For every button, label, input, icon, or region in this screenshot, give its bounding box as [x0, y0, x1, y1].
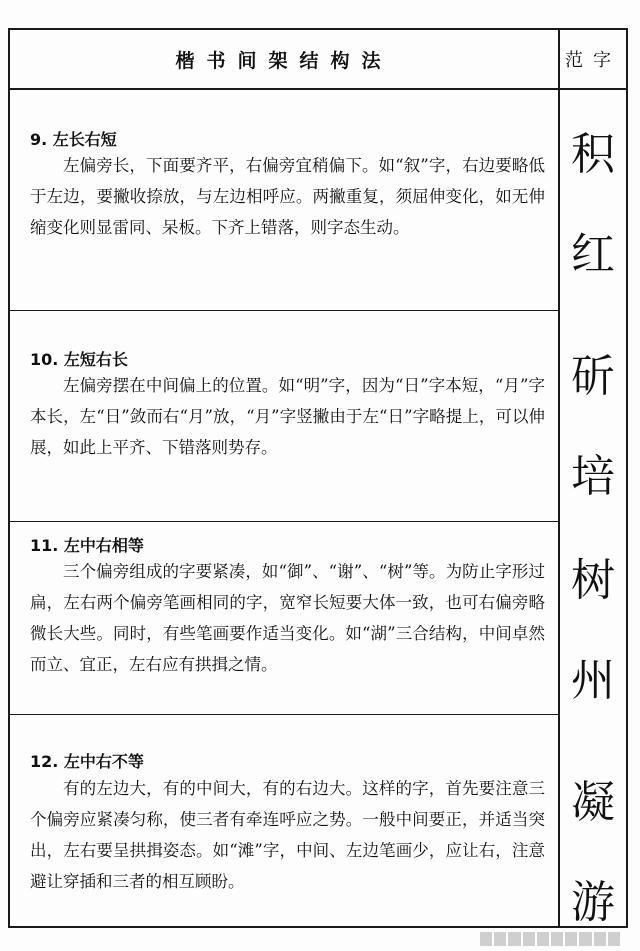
sample-character: 树	[571, 555, 615, 606]
section-body: 左偏旁长，下面要齐平，右偏旁宜稍偏下。如“叙”字，右边要略低于左边，要撇收捺放，与左边相呼应。两撇重复，须屈伸变化，如无伸缩变化则显雷同、呆板。下齐上错落，则字态生动。	[30, 156, 545, 237]
table-header	[10, 30, 626, 90]
section-body: 左偏旁摆在中间偏上的位置。如“明”字，因为“日”字本短，“月”字本长，左“日”敛而右“月”放，“月”字竖撇由于左“日”字略提上，可以伸展，如此上平齐、下错落则势存。	[30, 376, 545, 457]
section-title: 12. 左中右不等	[30, 752, 144, 771]
section-title: 11. 左中右相等	[30, 536, 144, 555]
section-title: 9. 左长右短	[30, 130, 117, 149]
watermark-bar	[480, 932, 620, 946]
section-divider	[10, 310, 558, 311]
sample-character: 斫	[571, 351, 615, 402]
section-body: 有的左边大，有的中间大，有的右边大。这样的字，首先要注意三个偏旁应紧凑匀称，使三者有牵连呼应之势。一般中间要正，并适当突出，左右要呈拱揖姿态。如“滩”字，中间、左边笔画少，应让右，注意避让穿插和三者的相互顾盼。	[30, 779, 545, 891]
sample-character: 培	[571, 451, 615, 502]
section-body: 三个偏旁组成的字要紧凑，如“御”、“谢”、“树”等。为防止字形过扁，左右两个偏旁笔画相同的字，宽窄长短要大体一致，也可右偏旁略微长大些。同时，有些笔画要作适当变化。如“湖”三合结构，中间卓然而立、宜正，左右应有拱揖之情。	[30, 562, 545, 674]
header-title: 楷书间架结构法	[175, 49, 393, 72]
section-divider	[10, 714, 558, 715]
sample-character: 红	[571, 229, 615, 280]
sample-character: 州	[571, 655, 615, 706]
sample-character: 凝	[571, 777, 615, 828]
sample-character: 游	[571, 877, 615, 928]
section-title: 10. 左短右长	[30, 350, 128, 369]
section-divider	[10, 521, 558, 522]
sample-character: 积	[571, 129, 615, 180]
calligraphy-table	[8, 28, 628, 928]
header-samples-label: 范字	[565, 50, 621, 71]
